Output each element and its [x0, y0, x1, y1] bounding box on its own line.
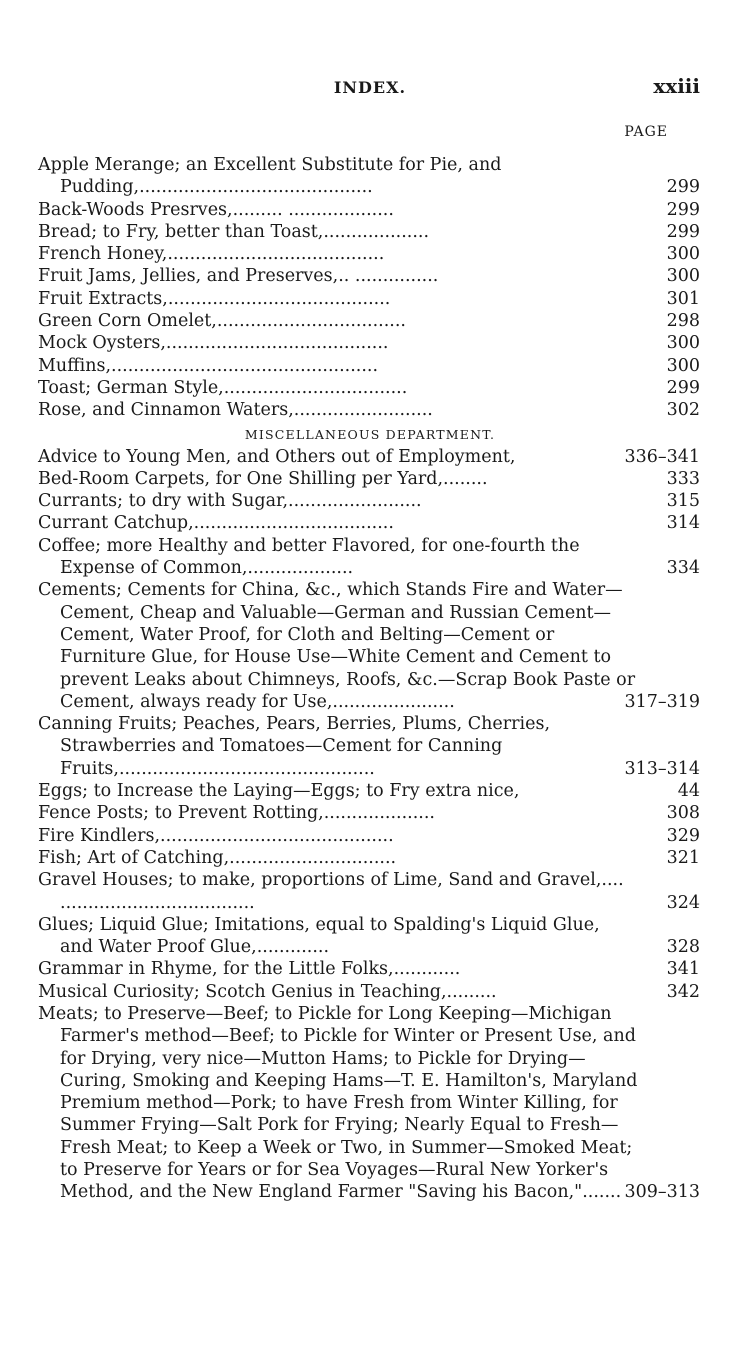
index-entry	[38, 355, 702, 377]
index-entry	[38, 802, 702, 824]
page-header	[38, 0, 702, 110]
entry-text: Advice to Young Men, and Others out of Employment,	[38, 446, 516, 467]
entry-page: 334	[666, 558, 700, 579]
entry-page: 300	[666, 244, 700, 265]
entry-text: Back-Woods Presrves,......... ...................	[38, 199, 394, 220]
entry-page: 301	[666, 288, 700, 309]
entry-text: Fish; Art of Catching,..............................	[38, 847, 397, 868]
entry-page: 321	[666, 847, 700, 868]
entry-text: Fire Kindlers,..........................................	[38, 825, 394, 846]
entry-page: 333	[666, 468, 700, 489]
index-entry	[38, 579, 702, 713]
index-entry	[38, 446, 702, 468]
entry-page: 302	[666, 400, 700, 421]
index-entry	[38, 288, 702, 310]
entry-page: 300	[666, 355, 700, 376]
entry-text: Musical Curiosity; Scotch Genius in Teaching,.........	[38, 981, 497, 1002]
entry-text: Grammar in Rhyme, for the Little Folks,............	[38, 959, 461, 980]
entry-page: 299	[666, 221, 700, 242]
index-entry	[38, 468, 702, 490]
entry-text: Bread; to Fry, better than Toast,...................	[38, 221, 430, 242]
entry-text: Green Corn Omelet,..................................	[38, 311, 406, 332]
index-list	[38, 154, 702, 1204]
entry-page: 315	[666, 491, 700, 512]
index-entry	[38, 914, 702, 959]
entry-page: 299	[666, 377, 700, 398]
index-entry	[38, 332, 702, 354]
index-entry	[38, 199, 702, 221]
entry-text: Fence Posts; to Prevent Rotting,....................	[38, 803, 435, 824]
index-entry	[38, 869, 702, 914]
entry-page: 298	[666, 311, 700, 332]
index-entry	[38, 981, 702, 1003]
index-entry	[38, 535, 702, 580]
entry-page: 313–314	[624, 758, 700, 779]
entry-page: 342	[666, 981, 700, 1002]
entry-text: Mock Oysters,........................................	[38, 333, 389, 354]
entry-page: 314	[666, 513, 700, 534]
index-section-general	[38, 154, 702, 422]
index-entry	[38, 847, 702, 869]
index-page	[38, 0, 702, 1203]
entry-text: Meats; to Preserve—Beef; to Pickle for Long Keeping—Michigan Farmer's method—Beef; to Pickle for Winter or Present Use, and for Drying, very nice—Mutton Hams; to Pickle for Drying—Curing, Smoking and Keeping Hams—T. E. Hamilton's, Maryland Premium method—Pork; to have Fresh from Winter Killing, for Summer Frying—Salt Pork for Frying; Nearly Equal to Fresh—Fresh Meat; to Keep a Week or Two, in Summer—Smoked Meat; to Preserve for Years or for Sea Voyages—Rural New Yorker's Method, and the New England Farmer "Saving his Bacon,".......	[38, 1003, 638, 1203]
entry-page: 324	[666, 892, 700, 913]
entry-text: Muffins,................................................	[38, 355, 379, 376]
section-heading: MISCELLANEOUS DEPARTMENT.	[244, 426, 496, 442]
entry-text: Fruit Jams, Jellies, and Preserves,.. ...............	[38, 266, 439, 287]
entry-text: Rose, and Cinnamon Waters,.........................	[38, 400, 433, 421]
index-entry	[38, 399, 702, 421]
index-entry	[38, 780, 702, 802]
entry-text: Eggs; to Increase the Laying—Eggs; to Fry extra nice,	[38, 781, 520, 802]
entry-text: Currant Catchup,....................................	[38, 513, 394, 534]
entry-page: 300	[666, 333, 700, 354]
index-entry	[38, 265, 702, 287]
index-entry	[38, 713, 702, 780]
entry-text: Coffee; more Healthy and better Flavored, for one-fourth the Expense of Common,...................	[38, 535, 580, 579]
index-entry	[38, 825, 702, 847]
entry-text: Toast; German Style,.................................	[38, 377, 408, 398]
entry-text: Cements; Cements for China, &c., which Stands Fire and Water—Cement, Cheap and Valuable—German and Russian Cement—Cement, Water Proof, for Cloth and Belting—Cement or Furniture Glue, for House Use—White Cement and Cement to prevent Leaks about Chimneys, Roofs, &c.—Scrap Book Paste or Cement, always ready for Use,......................	[38, 580, 636, 712]
entry-text: Currants; to dry with Sugar,........................	[38, 491, 422, 512]
index-section-miscellaneous	[38, 446, 702, 1204]
index-entry	[38, 154, 702, 199]
entry-text: Canning Fruits; Peaches, Pears, Berries, Plums, Cherries, Strawberries and Tomatoes—Cement for Canning Fruits,..............................................	[38, 714, 551, 779]
index-entry	[38, 958, 702, 980]
page-number: xxiii	[653, 74, 700, 98]
index-entry	[38, 1003, 702, 1204]
index-entry	[38, 377, 702, 399]
entry-page: 341	[666, 959, 700, 980]
entry-text: Apple Merange; an Excellent Substitute for Pie, and Pudding,..........................................	[38, 155, 502, 198]
entry-text: Glues; Liquid Glue; Imitations, equal to Spalding's Liquid Glue, and Water Proof Glue,.............	[38, 914, 600, 958]
index-entry	[38, 221, 702, 243]
page-title: INDEX.	[333, 78, 407, 97]
entry-text: Gravel Houses; to make, proportions of Lime, Sand and Gravel,.... ...................................	[38, 870, 624, 913]
entry-text: French Honey,.......................................	[38, 244, 385, 265]
entry-page: 44	[677, 781, 700, 802]
entry-text: Bed-Room Carpets, for One Shilling per Yard,........	[38, 468, 488, 489]
index-entry	[38, 490, 702, 512]
entry-page: 299	[666, 199, 700, 220]
entry-page: 336–341	[624, 446, 700, 467]
page-column-label: PAGE	[624, 124, 668, 140]
entry-page: 300	[666, 266, 700, 287]
entry-page: 317–319	[624, 691, 700, 712]
entry-page: 309–313	[624, 1182, 700, 1203]
entry-page: 299	[666, 177, 700, 198]
entry-page: 328	[666, 937, 700, 958]
entry-page: 329	[666, 825, 700, 846]
index-entry	[38, 243, 702, 265]
index-entry	[38, 512, 702, 534]
entry-text: Fruit Extracts,........................................	[38, 288, 391, 309]
index-entry	[38, 310, 702, 332]
entry-page: 308	[666, 803, 700, 824]
